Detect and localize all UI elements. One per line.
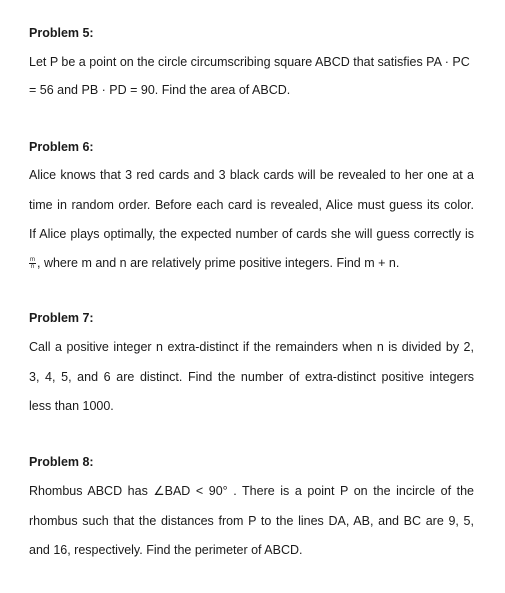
problem-text-line: If Alice plays optimally, the expected number of cards she will guess correctly is bbox=[29, 227, 474, 241]
problem-text-fragment: , where m and n are relatively prime positive integers. Find m + n. bbox=[37, 256, 400, 270]
problem-text-line: and 16, respectively. Find the perimeter of ABCD. bbox=[29, 543, 303, 557]
problem-text-line: Let P be a point on the circle circumscribing square ABCD that satisfies PA · PC bbox=[29, 55, 470, 69]
problem-text-line: rhombus such that the distances from P to the lines DA, AB, and BC are 9, 5, bbox=[29, 514, 474, 528]
problem-text-line: = 56 and PB · PD = 90. Find the area of ABCD. bbox=[29, 83, 291, 97]
fraction-m-over-n bbox=[29, 257, 36, 270]
problem-text-line-with-fraction bbox=[29, 255, 399, 271]
problem-7 bbox=[29, 311, 481, 413]
problem-text-line: Rhombus ABCD has ∠BAD < 90° . There is a point P on the incircle of the bbox=[29, 484, 474, 498]
problem-6 bbox=[29, 140, 481, 271]
problem-heading: Problem 5: bbox=[29, 26, 94, 40]
problem-heading: Problem 8: bbox=[29, 455, 94, 469]
problem-heading: Problem 7: bbox=[29, 311, 94, 325]
problem-8 bbox=[29, 455, 481, 557]
problem-text-line: Alice knows that 3 red cards and 3 black cards will be revealed to her one at a bbox=[29, 168, 474, 182]
problem-text-line: Call a positive integer n extra-distinct if the remainders when n is divided by 2, bbox=[29, 340, 474, 354]
problem-text-line: 3, 4, 5, and 6 are distinct. Find the number of extra-distinct positive integers bbox=[29, 370, 474, 384]
problem-text-line: time in random order. Before each card is revealed, Alice must guess its color. bbox=[29, 198, 474, 212]
fraction-numerator: m bbox=[30, 257, 35, 264]
problem-heading: Problem 6: bbox=[29, 140, 94, 154]
problem-5 bbox=[29, 26, 481, 97]
problem-text-line: less than 1000. bbox=[29, 399, 114, 413]
fraction-denominator: n bbox=[30, 264, 35, 271]
